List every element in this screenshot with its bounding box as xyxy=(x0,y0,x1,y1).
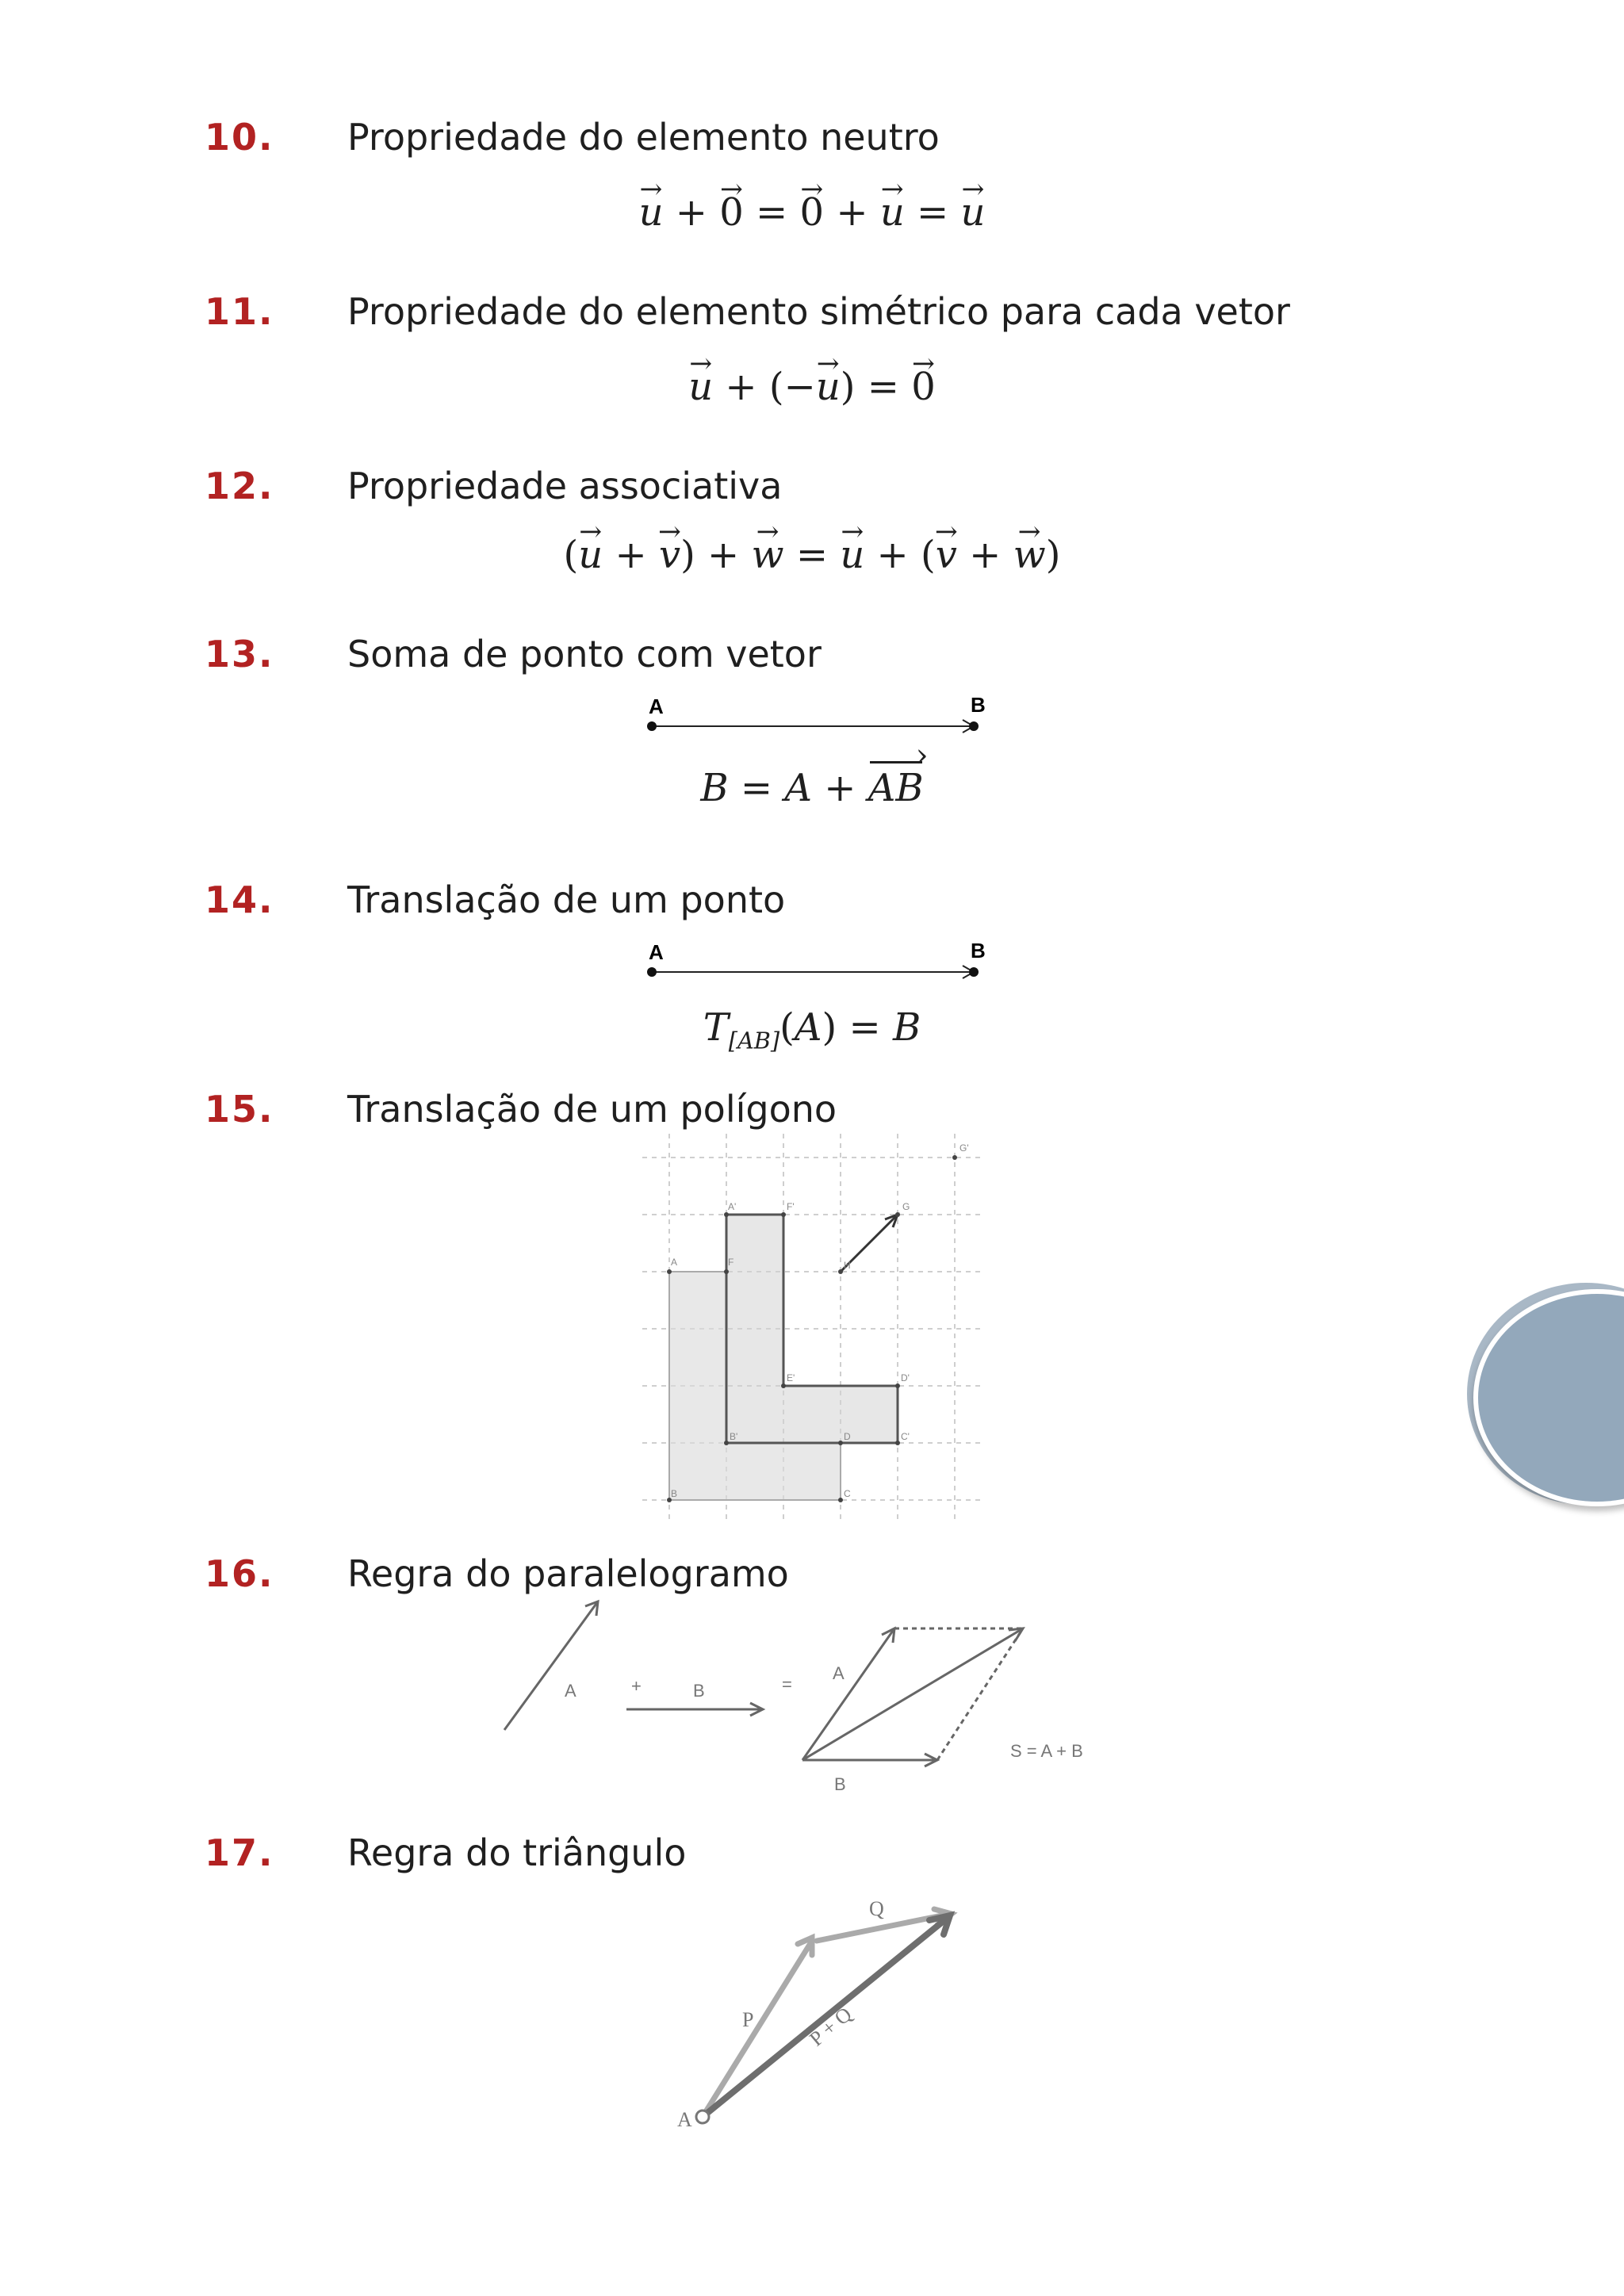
label-s-equation: S = A + B xyxy=(1010,1741,1083,1761)
label-c: C xyxy=(844,1488,851,1499)
vector-a-standalone xyxy=(504,1601,598,1730)
item-number: 11. xyxy=(205,290,274,333)
vector-w: w → xyxy=(1013,533,1046,577)
label-a: A xyxy=(677,2108,692,2131)
label-g-prime: G' xyxy=(959,1142,969,1154)
item-title: Regra do paralelogramo xyxy=(347,1552,789,1595)
vector-p xyxy=(703,1941,812,2117)
item-title: Soma de ponto com vetor xyxy=(347,633,822,675)
item-15 xyxy=(205,1088,837,1131)
figure-parallelogram-rule xyxy=(492,1594,1126,1800)
vector-u: u → xyxy=(688,365,713,409)
vector-u: u → xyxy=(639,190,664,235)
var-b: B xyxy=(893,1005,921,1050)
label-b: B xyxy=(671,1488,678,1499)
label-d-prime: D' xyxy=(901,1372,910,1383)
item-title: Propriedade associativa xyxy=(347,465,783,507)
label-h: H xyxy=(844,1260,851,1271)
plus-sign: + xyxy=(631,1676,642,1696)
point-b xyxy=(969,721,979,731)
item-10 xyxy=(205,116,940,159)
vector-ab: › AB xyxy=(868,766,924,810)
item-number: 15. xyxy=(205,1088,274,1131)
formula-point-sum: B = A + › AB xyxy=(0,766,1624,810)
formula-associative: (u → + v →) + w → = u → + (v → + w →) xyxy=(0,533,1624,577)
label-p-plus-q: P + Q xyxy=(805,2002,856,2051)
formula-neutral: u → + 0 → = 0 → + u → = u → xyxy=(0,190,1624,235)
vector-s xyxy=(802,1628,1023,1760)
label-a-standalone: A xyxy=(565,1681,576,1701)
point-a xyxy=(696,2110,709,2123)
vector-v: v → xyxy=(659,533,680,577)
item-number: 13. xyxy=(205,633,274,675)
figure-polygon-translation xyxy=(642,1134,991,1522)
figure-point-vector-ab xyxy=(634,690,999,745)
item-11 xyxy=(205,290,1290,333)
formula-translation: $T_{[AB]}(A) = B$ xyxy=(703,1005,921,1054)
label-f: F xyxy=(728,1257,734,1268)
item-number: 12. xyxy=(205,465,274,507)
label-a: A xyxy=(649,940,664,964)
label-b-prime: B' xyxy=(730,1431,738,1442)
var-b: B xyxy=(700,766,729,810)
item-14 xyxy=(205,878,785,921)
minus-sign: − xyxy=(783,365,816,409)
item-title: Propriedade do elemento simétrico para cada vetor xyxy=(347,290,1290,333)
formula-symmetric: u → + (−u →) = 0 → xyxy=(0,365,1624,409)
label-b: B xyxy=(971,939,986,962)
subscript-ab: [AB] xyxy=(728,1027,780,1054)
point-a xyxy=(647,967,657,977)
label-d: D xyxy=(844,1431,851,1442)
label-b: B xyxy=(971,693,986,717)
item-16 xyxy=(205,1552,789,1595)
item-title: Translação de um polígono xyxy=(347,1088,837,1131)
label-a: A xyxy=(649,695,664,718)
vector-u: u → xyxy=(816,365,841,409)
label-e-prime: E' xyxy=(787,1372,795,1383)
label-b: B xyxy=(834,1774,846,1794)
label-q: Q xyxy=(869,1897,884,1920)
item-title: Propriedade do elemento neutro xyxy=(347,116,940,159)
figure-triangle-rule xyxy=(666,1879,967,2149)
label-a-prime: A' xyxy=(728,1201,737,1212)
var-t: T xyxy=(703,1005,729,1050)
label-f-prime: F' xyxy=(787,1201,795,1212)
point-a xyxy=(647,721,657,731)
vector-v: v → xyxy=(936,533,957,577)
label-a: A xyxy=(671,1257,678,1268)
vector-a xyxy=(802,1628,894,1760)
label-b-standalone: B xyxy=(693,1681,705,1701)
item-title: Regra do triângulo xyxy=(347,1831,687,1874)
item-number: 14. xyxy=(205,878,274,921)
label-g: G xyxy=(902,1201,910,1212)
vector-w: w → xyxy=(752,533,784,577)
item-title: Translação de um ponto xyxy=(347,878,786,921)
label-p: P xyxy=(742,2008,754,2031)
vector-zero: 0 → xyxy=(800,190,825,235)
vector-u: u → xyxy=(961,190,986,235)
vector-u: u → xyxy=(840,533,864,577)
var-a: A xyxy=(794,1005,822,1050)
vector-u: u → xyxy=(880,190,905,235)
equals-sign: = xyxy=(782,1674,792,1694)
item-12 xyxy=(205,465,782,507)
label-c-prime: C' xyxy=(901,1431,910,1442)
vector-zero: 0 → xyxy=(911,365,936,409)
vector-u: u → xyxy=(578,533,603,577)
vector-zero: 0 → xyxy=(719,190,744,235)
item-number: 10. xyxy=(205,116,274,159)
item-number: 17. xyxy=(205,1831,274,1874)
var-a: A xyxy=(784,766,812,810)
item-13 xyxy=(205,633,822,675)
item-number: 16. xyxy=(205,1552,274,1595)
figure-translation-point xyxy=(634,936,999,991)
label-a: A xyxy=(833,1663,845,1683)
point-b xyxy=(969,967,979,977)
item-17 xyxy=(205,1831,686,1874)
